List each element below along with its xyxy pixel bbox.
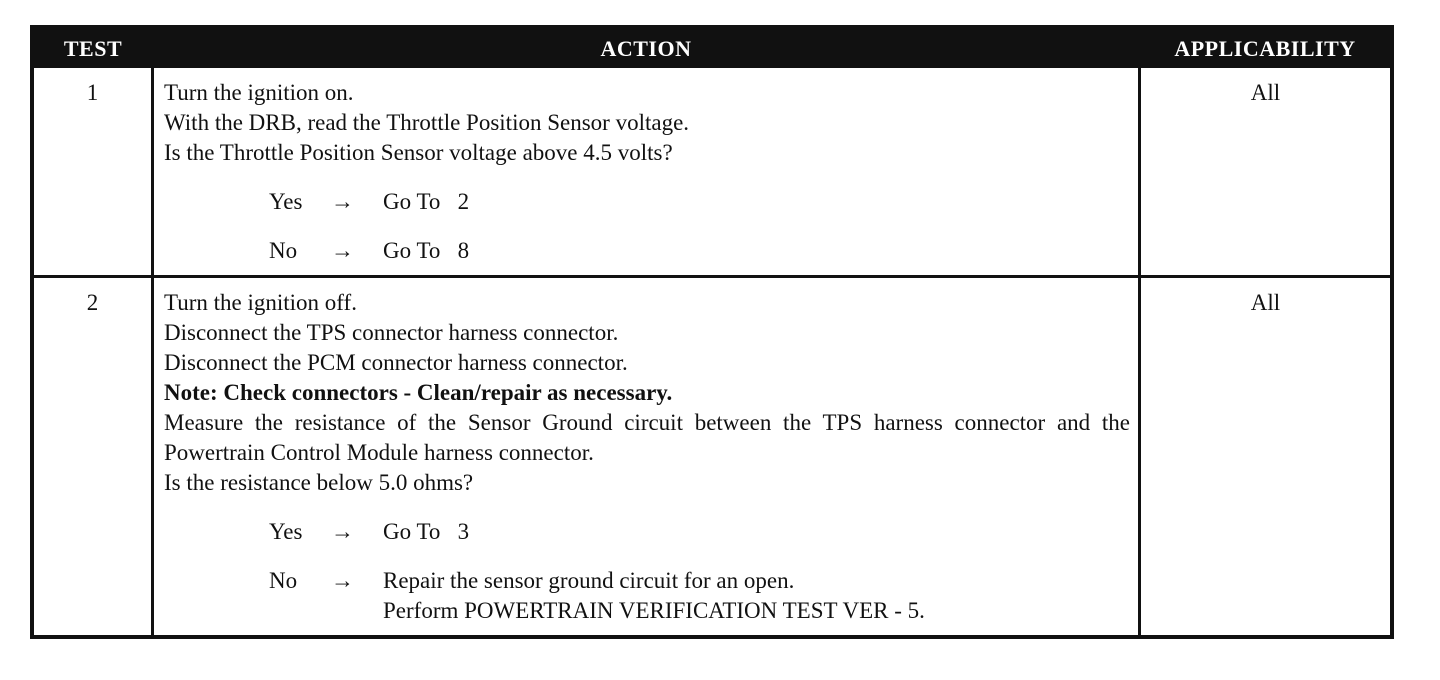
header-test: TEST [63,35,123,61]
test-number: 2 [34,278,154,635]
right-arrow-icon: → [331,568,354,593]
action-line: With the DRB, read the Throttle Position Sensor voltage. [164,110,690,135]
yes-branch [269,187,1130,217]
yes-label: Yes [269,519,303,544]
action-line: Turn the ignition on. [164,80,354,105]
right-arrow-icon: → [331,519,354,544]
yes-target: Go To 2 [383,189,470,214]
yes-target: Go To 3 [383,519,470,544]
action-cell [154,278,1141,635]
applicability-value: All [1250,290,1281,315]
yes-branch [269,517,1130,547]
action-line: Disconnect the PCM connector harness connector. [164,350,628,375]
no-target-line: Repair the sensor ground circuit for an open. [383,568,795,593]
action-line: Disconnect the TPS connector harness connector. [164,320,619,345]
no-label: No [269,568,298,593]
no-branch [269,566,1130,626]
header-action: ACTION [600,35,692,61]
table-row [34,68,1390,278]
table-row [34,278,1390,635]
test-number: 1 [34,68,154,275]
action-line: Is the Throttle Position Sensor voltage above 4.5 volts? [164,140,673,165]
header-applicability: APPLICABILITY [1174,35,1356,61]
no-target-line: Perform POWERTRAIN VERIFICATION TEST VER - 5. [383,598,925,623]
no-label: No [269,238,298,263]
diagnostic-table [30,25,1394,639]
question-text: Is the resistance below 5.0 ohms? [164,470,474,495]
measure-instruction: Measure the resistance of the Sensor Ground circuit between the TPS harness connector and the Powertrain Control Module harness connector. [164,410,1130,465]
right-arrow-icon: → [331,238,354,263]
action-line: Turn the ignition off. [164,290,357,315]
note-text: Note: Check connectors - Clean/repair as necessary. [164,380,673,405]
yes-label: Yes [269,189,303,214]
right-arrow-icon: → [331,189,354,214]
action-cell [154,68,1141,275]
no-target: Go To 8 [383,238,470,263]
applicability-value: All [1250,80,1281,105]
no-branch [269,236,1130,266]
table-header [34,29,1390,68]
